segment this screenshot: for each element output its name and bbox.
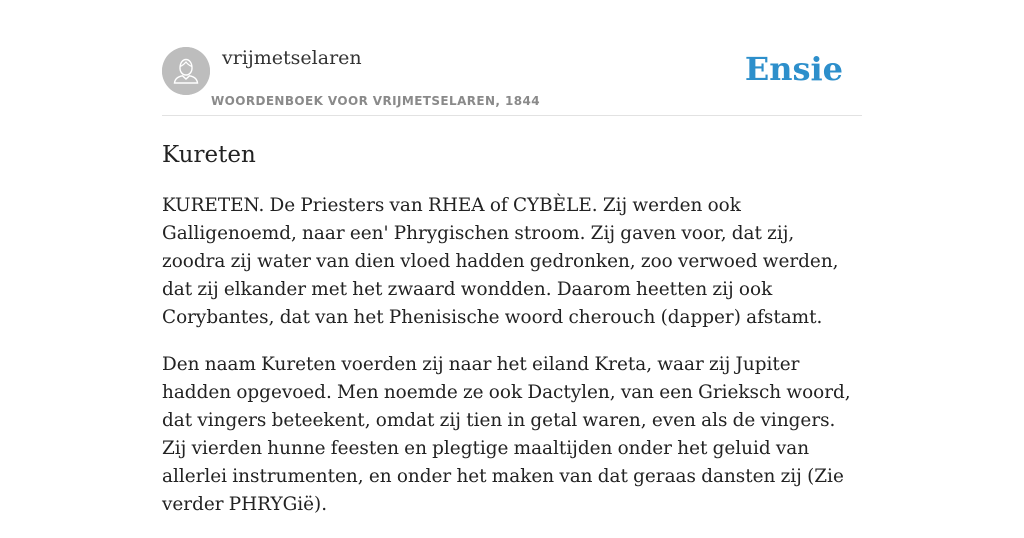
source-title[interactable]: WOORDENBOEK VOOR VRIJMETSELAREN, 1844 <box>211 94 540 108</box>
article-body <box>162 192 862 538</box>
user-avatar-icon <box>162 47 210 95</box>
author-avatar[interactable] <box>162 47 210 95</box>
ensie-logo[interactable]: Ensie <box>744 50 843 88</box>
article-paragraph: KURETEN. De Priesters van RHEA of CYBÈLE. Zij werden ook Galligenoemd, naar een' Phrygischen stroom. Zij gaven voor, dat zij, zoodra zij water van dien vloed hadden gedronken, zoo verwoed werden, dat zij elkander met het zwaard wondden. Daarom heetten zij ook Corybantes, dat van het Phenisische woord cherouch (dapper) afstamt. <box>162 195 839 328</box>
author-name[interactable]: vrijmetselaren <box>222 47 362 69</box>
article-paragraph: Den naam Kureten voerden zij naar het eiland Kreta, waar zij Jupiter hadden opgevoed. Men noemde ze ook Dactylen, van een Grieksch woord, dat vingers beteekent, omdat zij tien in getal waren, even als de vingers. Zij vierden hunne feesten en plegtige maaltijden onder het geluid van allerlei instrumenten, en onder het maken van dat geraas dansten zij (Zie verder PHRYGië). <box>162 354 851 515</box>
page-title: Kureten <box>162 142 256 168</box>
page <box>162 0 862 515</box>
header <box>162 0 862 116</box>
